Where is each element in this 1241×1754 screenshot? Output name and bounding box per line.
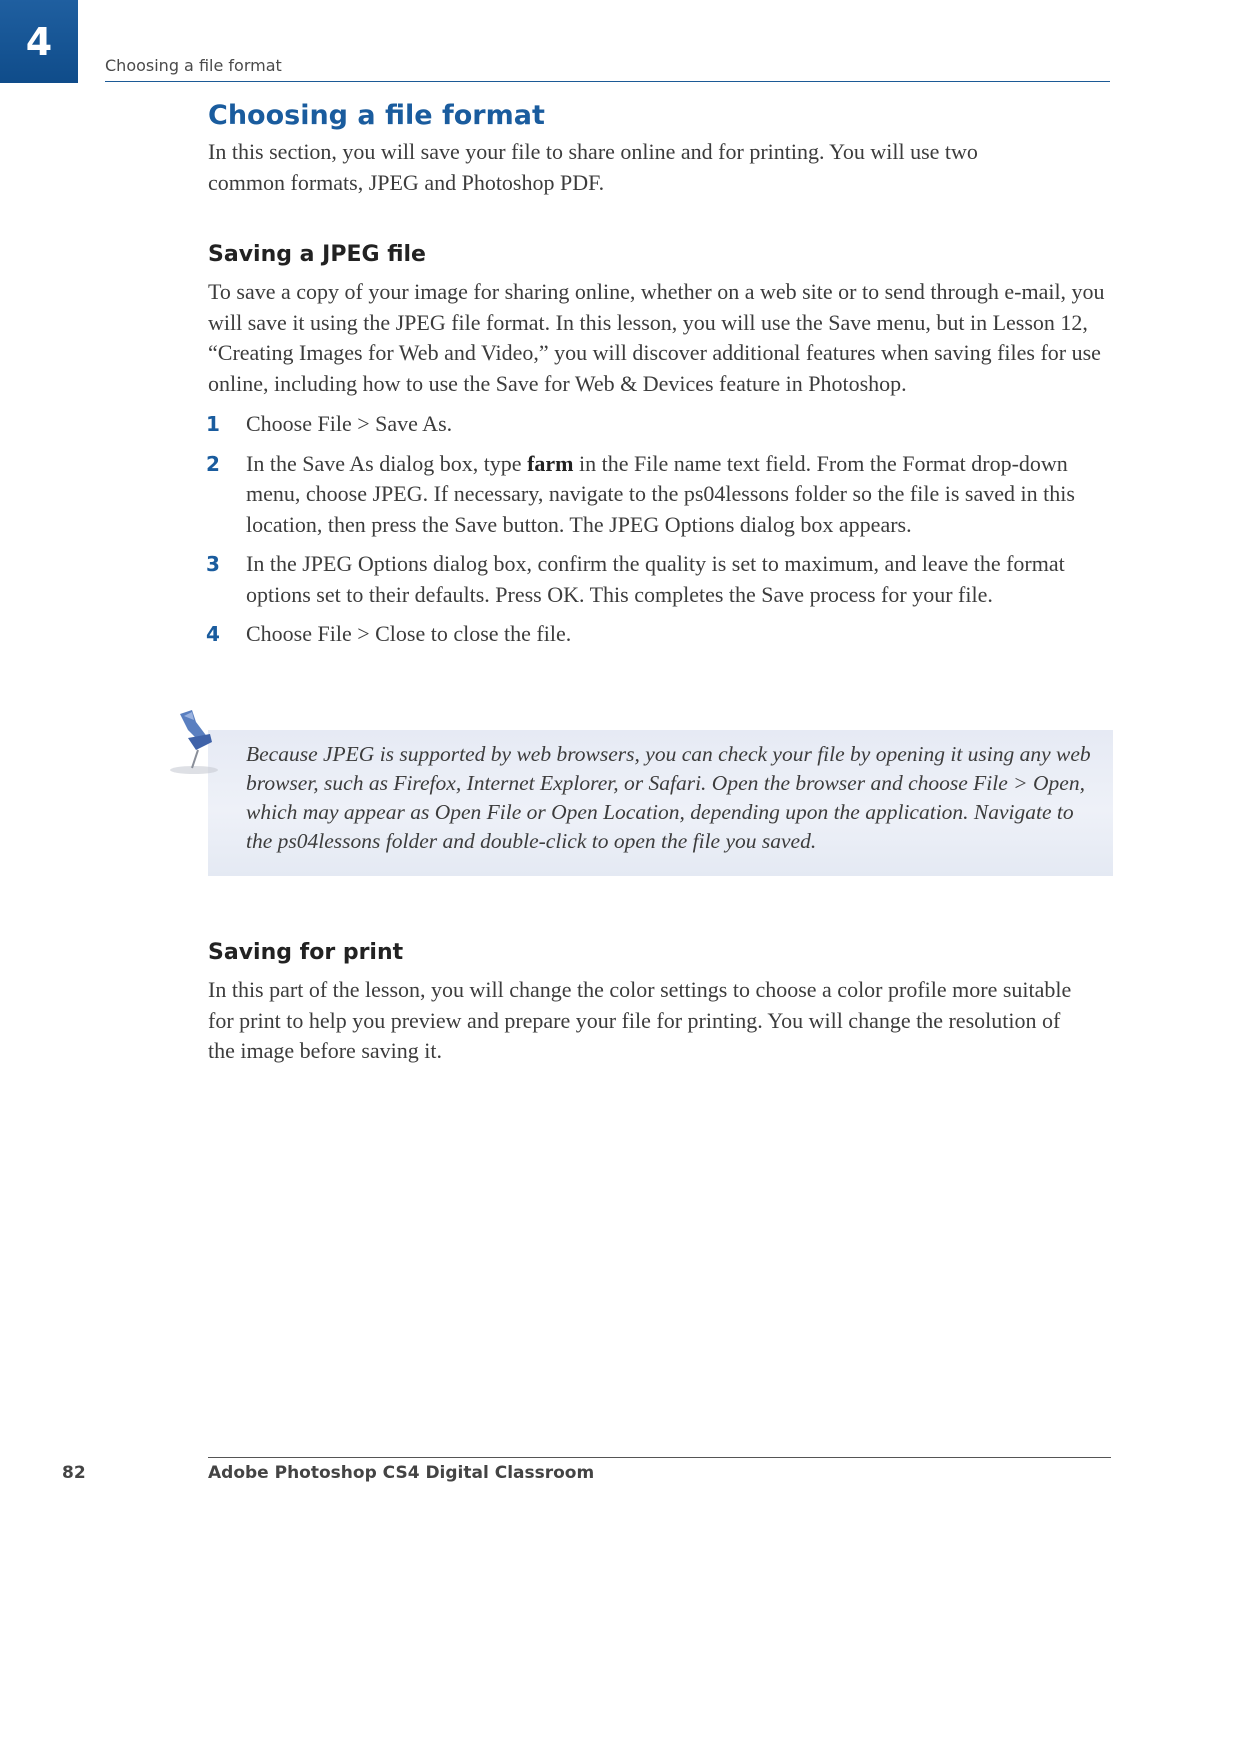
filename-bold: farm [527, 450, 574, 476]
note-text: Because JPEG is supported by web browsers, you can check your file by opening it using any web browser, such as Firefox, Internet Explorer, or Safari. Open the browser and choose File > Open, which may appear as Open File or Open Location, depending upon the application. Navigate to the ps04lessons folder and double-click to open the file you saved. [246, 742, 1091, 853]
step-text-before: In the Save As dialog box, type [246, 450, 528, 476]
step-text: In the JPEG Options dialog box, confirm the quality is set to maximum, and leave the format options set to their defaults. Press OK. This completes the Save process for your file. [246, 551, 1065, 607]
step-text-after: in the File name text field. From the Format drop-down menu, choose JPEG. If necessary, navigate to the ps04lessons folder so the file is saved in this location, then press the Save button. The JPEG Options dialog box appears. [246, 450, 1075, 537]
note-box [208, 730, 1113, 876]
step-number: 4 [206, 622, 220, 646]
chapter-tab [0, 0, 78, 83]
step-text [246, 449, 1113, 541]
step-number: 1 [206, 412, 220, 436]
header-divider [105, 81, 1110, 82]
list-item [208, 619, 1113, 650]
page-number: 82 [62, 1463, 86, 1483]
step-text: Choose File > Save As. [246, 411, 453, 436]
section-title: Choosing a file format [208, 100, 545, 131]
step-text: Choose File > Close to close the file. [246, 621, 572, 646]
list-item [208, 409, 1113, 440]
jpeg-paragraph: To save a copy of your image for sharing online, whether on a web site or to send through e-mail, you will save it using the JPEG file format. In this lesson, you will use the Save menu, but in Lesson 12, “Creating Images for Web and Video,” you will discover additional features when saving files for use online, including how to use the Save for Web & Devices feature in Photoshop. [208, 279, 1105, 396]
jpeg-heading: Saving a JPEG file [208, 242, 426, 267]
list-item [208, 449, 1113, 541]
book-title: Adobe Photoshop CS4 Digital Classroom [208, 1463, 595, 1483]
print-paragraph: In this part of the lesson, you will change the color settings to choose a color profile more suitable for print to help you preview and prepare your file for printing. You will change the resolution of the image before saving it. [208, 977, 1072, 1063]
steps-list [208, 409, 1113, 650]
chapter-number: 4 [25, 19, 53, 64]
step-number: 2 [206, 451, 220, 476]
pushpin-icon [170, 708, 240, 778]
print-section [208, 940, 1113, 1067]
step-number: 3 [206, 552, 220, 576]
main-content [208, 100, 1113, 659]
print-heading: Saving for print [208, 940, 404, 965]
list-item [208, 549, 1113, 610]
section-intro: In this section, you will save your file to share online and for printing. You will use two common formats, JPEG and Photoshop PDF. [208, 139, 978, 195]
running-head: Choosing a file format [105, 56, 282, 75]
footer-divider [208, 1457, 1111, 1458]
